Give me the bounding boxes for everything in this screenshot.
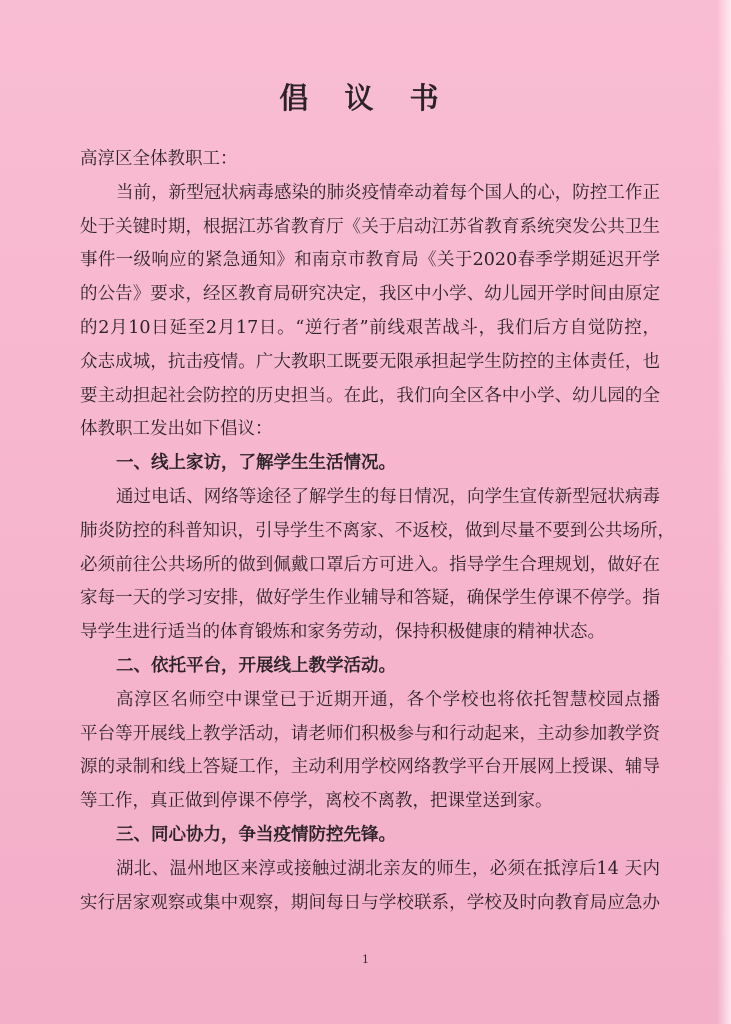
document-body (80, 143, 675, 920)
page-number: 1 (362, 953, 369, 966)
section-line: 肺炎防控的科普知识，引导学生不离家、不返校，做到尽量不要到公共场所， (80, 520, 675, 541)
intro-line: 的2月10日延至2月17日。“逆行者”前线艰苦战斗，我们后方自觉防控， (80, 317, 660, 338)
section-line: 湖北、温州地区来淳或接触过湖北亲友的师生，必须在抵淳后14 天内 (116, 858, 660, 879)
section-line: 家每一天的学习安排，做好学生作业辅导和答疑，确保学生停课不停学。指 (80, 588, 660, 609)
paper-fold-edge (717, 0, 731, 1024)
section-line: 高淳区名师空中课堂已于近期开通，各个学校也将依托智慧校园点播 (116, 689, 660, 710)
section-line: 等工作，真正做到停课不停学，离校不离教，把课堂送到家。 (80, 791, 553, 812)
intro-line: 处于关键时期，根据江苏省教育厅《关于启动江苏省教育系统突发公共卫生 (80, 216, 660, 237)
intro-line: 当前，新型冠状病毒感染的肺炎疫情牵动着每个国人的心，防控工作正 (116, 182, 660, 203)
section-line: 导学生进行适当的体育锻炼和家务劳动，保持积极健康的精神状态。 (80, 622, 605, 643)
section-line: 实行居家观察或集中观察，期间每日与学校联系，学校及时向教育局应急办 (80, 892, 660, 913)
section-heading: 一、线上家访，了解学生生活情况。 (116, 453, 396, 474)
intro-line: 事件一级响应的紧急通知》和南京市教育局《关于2020春季学期延迟开学 (80, 250, 660, 271)
intro-line: 要主动担起社会防控的历史担当。在此，我们向全区各中小学、幼儿园的全 (80, 385, 660, 406)
document-title: 倡 议 书 (279, 81, 452, 115)
section-heading: 二、依托平台，开展线上教学活动。 (116, 655, 396, 676)
section-line: 源的录制和线上答疑工作，主动利用学校网络教学平台开展网上授课、辅导 (80, 757, 660, 778)
salutation: 高淳区全体教职工： (80, 149, 238, 169)
section-line: 必须前往公共场所的做到佩戴口罩后方可进入。指导学生合理规划，做好在 (80, 554, 660, 575)
section-line: 平台等开展线上教学活动，请老师们积极参与和行动起来，主动参加教学资 (80, 723, 660, 744)
section-line: 通过电话、网络等途径了解学生的每日情况，向学生宣传新型冠状病毒 (116, 486, 660, 507)
intro-line: 众志成城，抗击疫情。广大教职工既要无限承担起学生防控的主体责任，也 (80, 351, 660, 372)
intro-line: 的公告》要求，经区教育局研究决定，我区中小学、幼儿园开学时间由原定 (80, 284, 660, 305)
intro-line: 体教职工发出如下倡议： (80, 419, 273, 440)
section-heading: 三、同心协力，争当疫情防控先锋。 (116, 824, 396, 845)
